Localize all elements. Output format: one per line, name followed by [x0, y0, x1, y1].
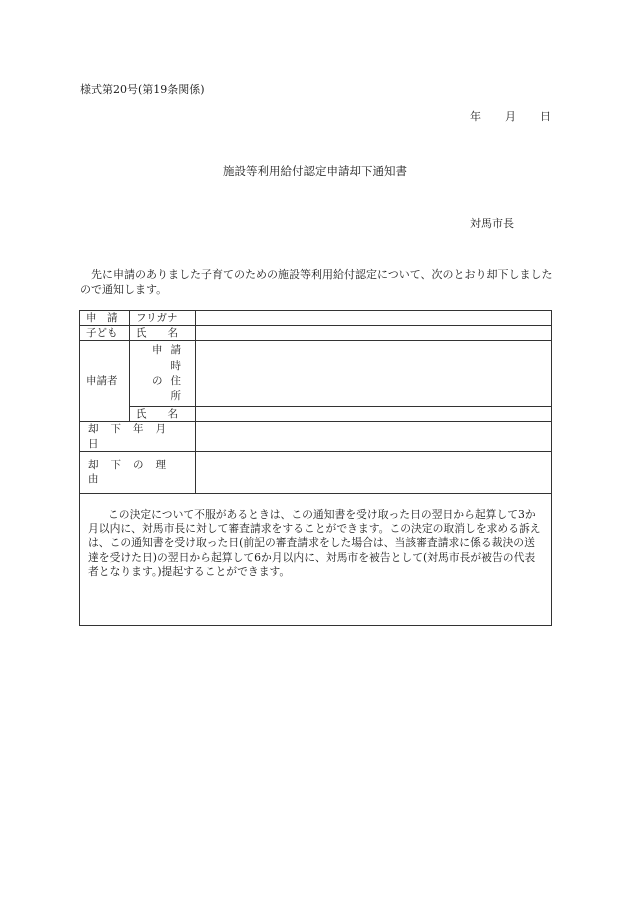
applicant-name-value-cell[interactable]	[196, 407, 552, 422]
rejection-date-label: 却下年月日	[88, 423, 178, 450]
applicant-label: 申請者	[86, 375, 118, 388]
address-value-cell[interactable]	[196, 341, 552, 407]
child-name-label-cell	[130, 326, 196, 341]
intro-paragraph: 先に申請のありました子育てのための施設等利用給付認定について、次のとおり却下しましたので通知します。	[80, 268, 553, 296]
applicant-label-cell	[80, 341, 130, 422]
table-row	[80, 407, 552, 422]
child-label-top	[80, 311, 130, 326]
child-name-label: 氏 名	[136, 327, 178, 340]
appeal-notice-text: この決定について不服があるときは、この通知書を受け取った日の翌日から起算して3か月以内に、対馬市長に対して審査請求をすることができます。この決定の取消しを求める訴えは、この通知書を受け取った日(前記の審査請求をした場合は、当該審査請求に係る裁決の送達を受けた日)の翌日から起算して6か月以内に、対馬市を被告として(対馬市長が被告の代表者となります。)提起することができます。	[88, 507, 541, 579]
address-label-cell	[130, 341, 196, 407]
child-label-bottom	[80, 326, 130, 341]
furigana-label: フリガナ	[136, 312, 178, 324]
furigana-label-cell	[130, 311, 196, 326]
table-row	[80, 451, 552, 493]
issuer-name: 対馬市長	[470, 217, 514, 230]
applicant-name-label: 氏 名	[136, 408, 178, 421]
table-row	[80, 422, 552, 451]
table-row	[80, 341, 552, 407]
address-label-line-2: の住所	[152, 374, 189, 402]
child-name-value-cell[interactable]	[196, 326, 552, 341]
child-label-top-value: 申 請	[86, 312, 118, 324]
appeal-notice-cell	[80, 493, 552, 625]
rejection-reason-label: 却下の理由	[88, 459, 178, 486]
applicant-name-label-cell	[130, 407, 196, 422]
table-row	[80, 311, 552, 326]
furigana-value-cell[interactable]	[196, 311, 552, 326]
table-row	[80, 493, 552, 625]
application-table	[79, 310, 552, 626]
rejection-reason-value-cell[interactable]	[196, 451, 552, 493]
child-label-top-text	[80, 311, 129, 325]
table-row	[80, 326, 552, 341]
rejection-date-value-cell[interactable]	[196, 422, 552, 451]
rejection-date-label-cell	[80, 422, 196, 451]
date-day-label: 日	[540, 110, 551, 123]
rejection-reason-label-cell	[80, 451, 196, 493]
date-year-label: 年	[470, 110, 481, 123]
date-month-label: 月	[505, 110, 516, 123]
child-label-bottom-value: 子ども	[86, 327, 118, 340]
document-title: 施設等利用給付認定申請却下通知書	[223, 164, 407, 178]
form-number: 様式第20号(第19条関係)	[80, 83, 205, 96]
address-label-line-1: 申請時	[152, 344, 189, 372]
date-line	[470, 110, 551, 125]
